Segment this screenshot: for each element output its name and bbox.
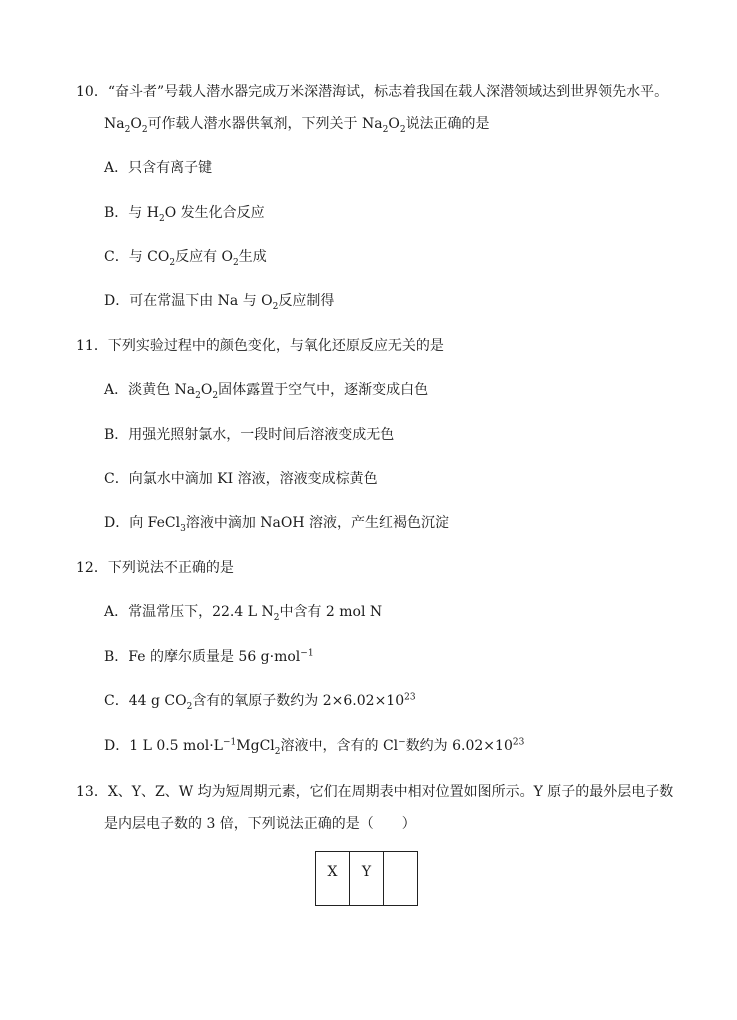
- question-12: [76, 558, 234, 578]
- option-11-b: B．用强光照射氯水，一段时间后溶液变成无色: [104, 427, 395, 443]
- option-10-a: A．只含有离子键: [104, 160, 213, 176]
- question-number: 13．: [76, 784, 108, 800]
- question-stem: X、Y、Z、W 均为短周期元素，它们在周期表中相对位置如图所示。Y 原子的最外层电子数: [107, 784, 674, 800]
- table-cell: X: [316, 852, 350, 906]
- table-cell: Y: [350, 852, 384, 906]
- question-10-line1: [76, 82, 668, 102]
- question-number: 11．: [76, 338, 108, 354]
- question-stem: 下列说法不正确的是: [107, 560, 234, 576]
- question-number: 12．: [76, 560, 108, 576]
- option-12-a: A．常温常压下，22.4 L $N_2$中含有 2 mol N: [104, 604, 383, 623]
- question-13-line2: 是内层电子数的 3 倍，下列说法正确的是（ ）: [104, 816, 416, 832]
- option-11-d: D．向 FeCl$_3$溶液中滴加 NaOH 溶液，产生红褐色沉淀: [104, 515, 450, 534]
- question-11: [76, 336, 444, 356]
- question-10-line2: $Na_2O_2$可作载人潜水器供氧剂，下列关于 $Na_2O_2$说法正确的是: [104, 116, 490, 135]
- option-11-a: A．淡黄色 $Na_2O_2$固体露置于空气中，逐渐变成白色: [104, 382, 429, 401]
- option-10-c: C．与 $CO_2$反应有 $O_2$生成: [104, 249, 267, 268]
- option-10-b: B．与 $H_2O$ 发生化合反应: [104, 205, 265, 224]
- question-stem: “奋斗者”号载人潜水器完成万米深潜海试，标志着我国在载人深潜领域达到世界领先水平。: [107, 84, 669, 100]
- table-row: [316, 852, 418, 906]
- option-12-c: C．44 g $CO_2$含有的氧原子数约为 $2\times 6.02\times 10^{23}$: [104, 692, 416, 712]
- question-13-line1: [76, 782, 673, 802]
- question-stem: 下列实验过程中的颜色变化，与氧化还原反应无关的是: [107, 338, 444, 354]
- question-number: 10．: [76, 84, 108, 100]
- option-12-d: D．1 L 0.5 $mol\cdot L^{-1}MgCl_2$溶液中，含有的 Cl−数约为 $6.02\times 10^{23}$: [104, 737, 525, 757]
- option-11-c: C．向氯水中滴加 KI 溶液，溶液变成棕黄色: [104, 471, 378, 487]
- periodic-table-fragment: [315, 851, 418, 906]
- table-cell: [384, 852, 418, 906]
- option-10-d: D．可在常温下由 Na 与 $O_2$反应制得: [104, 293, 335, 312]
- option-12-b: B．Fe 的摩尔质量是 56 g·mol$^{-1}$: [104, 648, 314, 665]
